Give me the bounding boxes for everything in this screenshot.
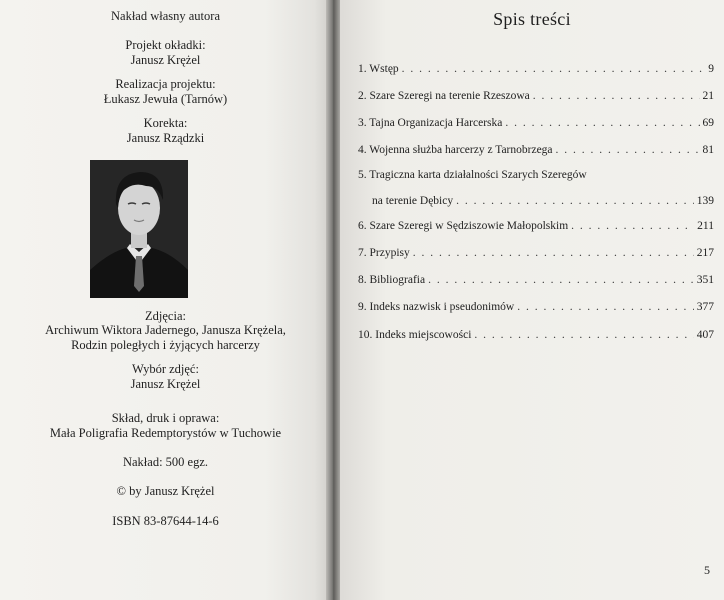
photo-selection-name: Janusz Krężel xyxy=(130,377,201,391)
toc-leader-dots xyxy=(517,300,694,314)
toc-entry-label: 8. Bibliografia xyxy=(358,274,426,286)
toc-entry-label: 5. Tragiczna karta działalności Szarych Szeregów xyxy=(358,169,587,181)
toc-entry xyxy=(358,273,714,287)
toc-entry-label-continued: na terenie Dębicy xyxy=(372,195,454,207)
toc-entry-page: 211 xyxy=(697,220,714,232)
toc-entry xyxy=(358,62,714,76)
photos-label: Zdjęcia: xyxy=(145,309,186,323)
author-portrait xyxy=(90,160,188,298)
toc-entry xyxy=(358,300,714,314)
toc-entry-page: 81 xyxy=(702,144,714,156)
print-label: Skład, druk i oprawa: xyxy=(111,411,220,425)
photos-credit-line-2: Rodzin poległych i żyjących harcerzy xyxy=(71,338,260,352)
edition-size: Nakład: 500 egz. xyxy=(122,455,209,469)
toc-entry-label: 2. Szare Szeregi na terenie Rzeszowa xyxy=(358,90,530,102)
toc-entry xyxy=(358,328,714,342)
toc-entry xyxy=(358,219,714,233)
toc-entry-label: 1. Wstęp xyxy=(358,63,399,75)
toc-leader-dots xyxy=(413,246,694,260)
toc-entry-page: 377 xyxy=(696,301,714,313)
toc-entry xyxy=(358,143,714,157)
toc-entry-page: 21 xyxy=(702,90,714,102)
toc-entry xyxy=(358,89,714,103)
photos-credit-line-1: Archiwum Wiktora Jadernego, Janusza Krężela, xyxy=(45,323,286,337)
toc-entry-page: 69 xyxy=(702,117,714,129)
cover-design-label: Projekt okładki: xyxy=(125,38,206,52)
toc-entry-label: 6. Szare Szeregi w Sędziszowie Małopolskim xyxy=(358,220,569,232)
toc-entry-label: 7. Przypisy xyxy=(358,247,410,259)
photo-selection-label: Wybór zdjęć: xyxy=(132,362,199,376)
toc-entry-page: 351 xyxy=(696,274,714,286)
toc-entry-label: 9. Indeks nazwisk i pseudonimów xyxy=(358,301,515,313)
toc-leader-dots xyxy=(533,89,700,103)
toc-leader-dots xyxy=(571,219,694,233)
toc-entry-label: 4. Wojenna służba harcerzy z Tarnobrzega xyxy=(358,144,553,156)
page-number: 5 xyxy=(704,563,710,577)
toc-title: Spis treści xyxy=(493,9,571,29)
project-label: Realizacja projektu: xyxy=(115,77,216,91)
toc-leader-dots xyxy=(556,143,700,157)
proofreading-label: Korekta: xyxy=(143,116,188,130)
print-name: Mała Poligrafia Redemptorystów w Tuchowie xyxy=(49,426,282,440)
toc-leader-dots xyxy=(428,273,694,287)
toc-leader-dots xyxy=(402,62,706,76)
toc-entry xyxy=(358,168,714,208)
project-name: Łukasz Jewuła (Tarnów) xyxy=(103,92,228,106)
proofreading-name: Janusz Rządzki xyxy=(126,131,205,145)
cover-design-name: Janusz Krężel xyxy=(130,53,201,67)
toc-entry xyxy=(358,246,714,260)
toc-leader-dots xyxy=(474,328,693,342)
toc-leader-dots xyxy=(505,116,699,130)
toc-entry-page: 139 xyxy=(696,195,714,207)
copyright: © by Janusz Krężel xyxy=(116,484,215,498)
toc-entry-page: 9 xyxy=(708,63,714,75)
toc-entry xyxy=(358,116,714,130)
toc-entry-page: 407 xyxy=(696,329,714,341)
toc-entry-page: 217 xyxy=(696,247,714,259)
isbn: ISBN 83-87644-14-6 xyxy=(112,514,219,528)
toc-entry-label: 10. Indeks miejscowości xyxy=(358,329,472,341)
toc-leader-dots xyxy=(456,194,694,208)
publisher-note: Nakład własny autora xyxy=(111,9,220,23)
toc-entry-label: 3. Tajna Organizacja Harcerska xyxy=(358,117,503,129)
